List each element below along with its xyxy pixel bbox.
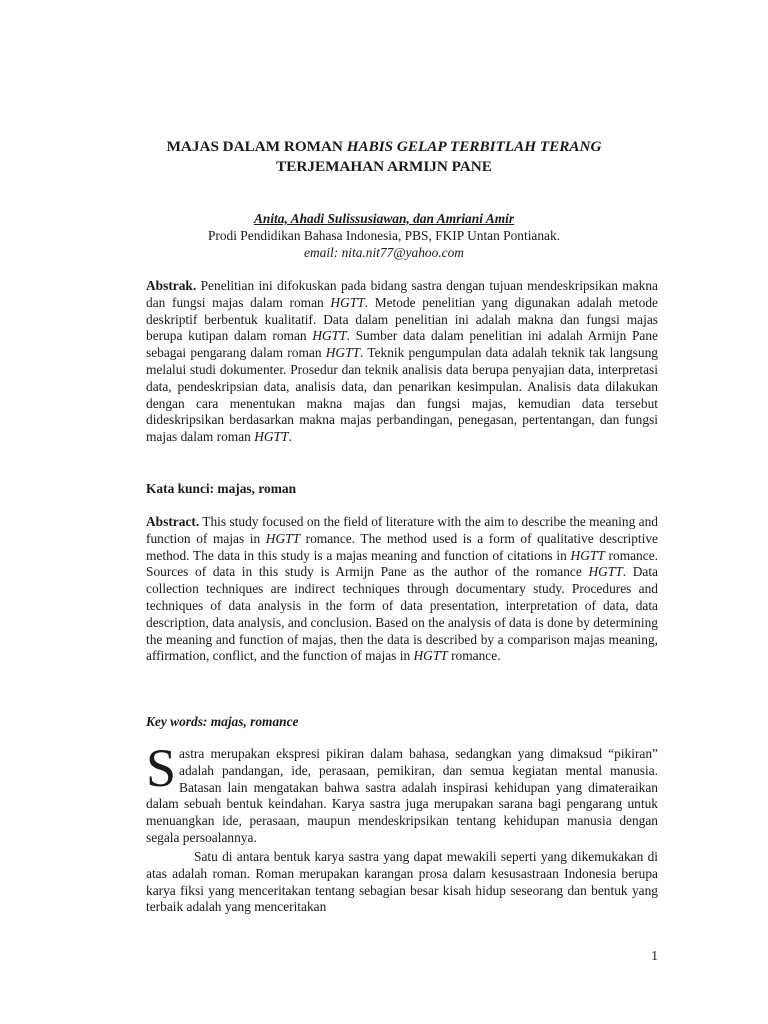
- abstract-text: This study focused on the field of literature with the aim to describe the meaning and function of majas in: [146, 514, 658, 546]
- abstract-text: romance.: [447, 648, 501, 664]
- author-affiliation: Prodi Pendidikan Bahasa Indonesia, PBS, FKIP Untan Pontianak.: [207, 227, 561, 243]
- abstract-hgtt: HGTT: [570, 547, 605, 563]
- author-block: [110, 211, 658, 261]
- abstract-hgtt: HGTT: [265, 530, 301, 546]
- abstract-hgtt: HGTT: [413, 648, 448, 664]
- abstract-text: romance. The method used is a form of qualitative descriptive method. The data in this study is a majas meaning and function of citations in: [146, 530, 658, 563]
- abstrak-paragraph: [146, 278, 658, 446]
- title-italic: HABIS GELAP TERBITLAH TERANG: [346, 138, 602, 155]
- intro-text-1: astra merupakan ekspresi pikiran dalam bahasa, sedangkan yang dimaksud “pikiran” adalah pandangan, ide, perasaan, pemikiran, dan semua kegiatan mental manusia. Batasan lain mengatakan bahwa sastra adalah inspirasi kehidupan yang dimateraikan dalam sebuah bentuk keindahan. Karya sastra juga merupakan sarana bagi pengarang untuk menuangkan ide, perasaan, maupun mendeskripsikan tentang kehidupan manusia dengan segala persoalannya.: [146, 746, 658, 845]
- paper-title: [110, 137, 658, 176]
- kata-kunci: Kata kunci: majas, roman: [146, 481, 297, 496]
- abstrak-text: . Teknik pengumpulan data adalah teknik tak langsung melalui studi dokumenter. Prosedur dan teknik analisis data berupa penyajian data, interpretasi data, pendeskripsian data, analisis data, dan penarikan kesimpulan. Analisis data dilakukan dengan cara menentukan makna majas dan fungsi majas, kemudian data tersebut dideskripsikan berdasarkan makna majas perbandingan, penegasan, pertentangan, dan fungsi majas dalam roman: [146, 345, 658, 445]
- abstrak-label: Abstrak.: [146, 278, 197, 293]
- author-email: email: nita.nit77@yahoo.com: [304, 244, 464, 260]
- key-words: Key words: majas, romance: [146, 714, 299, 729]
- title-line-2: TERJEMAHAN ARMIJN PANE: [276, 157, 492, 175]
- abstrak-text: .: [288, 429, 292, 445]
- abstrak-hgtt: HGTT: [325, 345, 360, 361]
- abstract-text: romance. Sources of data in this study is Armijn Pane as the author of the romance: [146, 547, 658, 580]
- abstrak-hgtt: HGTT: [312, 328, 347, 344]
- title-prefix: MAJAS DALAM ROMAN: [166, 138, 347, 155]
- intro-paragraph-2: Satu di antara bentuk karya sastra yang dapat mewakili seperti yang dikemukakan di atas adalah roman. Roman merupakan karangan prosa dalam kesusastraan Indonesia berupa karya fiksi yang menceritakan tentang sebagian besar kisah hidup seseorang dan bentuk yang terbaik adalah yang menceritakan: [146, 849, 658, 915]
- page-number: 1: [651, 948, 658, 963]
- intro-paragraph-1: [146, 738, 658, 847]
- abstrak-text: . Sumber data dalam penelitian ini adalah Armijn Pane sebagai pengarang dalam roman: [146, 328, 658, 361]
- abstrak-text: . Metode penelitian yang digunakan adalah metode deskriptif berbentuk kualitatif. Data dalam penelitian ini adalah makna dan fungsi majas berupa kutipan dalam roman: [146, 294, 658, 344]
- abstract-hgtt: HGTT: [588, 564, 623, 580]
- abstract-label: Abstract.: [146, 514, 200, 529]
- abstrak-hgtt: HGTT: [330, 294, 365, 310]
- abstrak-text: Penelitian ini difokuskan pada bidang sastra dengan tujuan mendeskripsikan makna dan fungsi majas dalam roman: [146, 278, 658, 310]
- title-line-1: [110, 137, 658, 157]
- abstrak-hgtt: HGTT: [254, 429, 289, 445]
- drop-cap: S: [146, 738, 177, 798]
- abstract-paragraph: [146, 514, 658, 665]
- author-names: Anita, Ahadi Sulissusiawan, dan Amriani Amir: [253, 211, 515, 226]
- abstract-text: . Data collection techniques are indirect techniques through documentary study. Procedures and techniques of data analysis in the form of data presentation, interpretation of data, data description, data analysis, and conclusion. Based on the analysis of data is done by determining the meaning and function of majas, then the data is described by a comparison majas meaning, affirmation, conflict, and the function of majas in: [146, 564, 658, 664]
